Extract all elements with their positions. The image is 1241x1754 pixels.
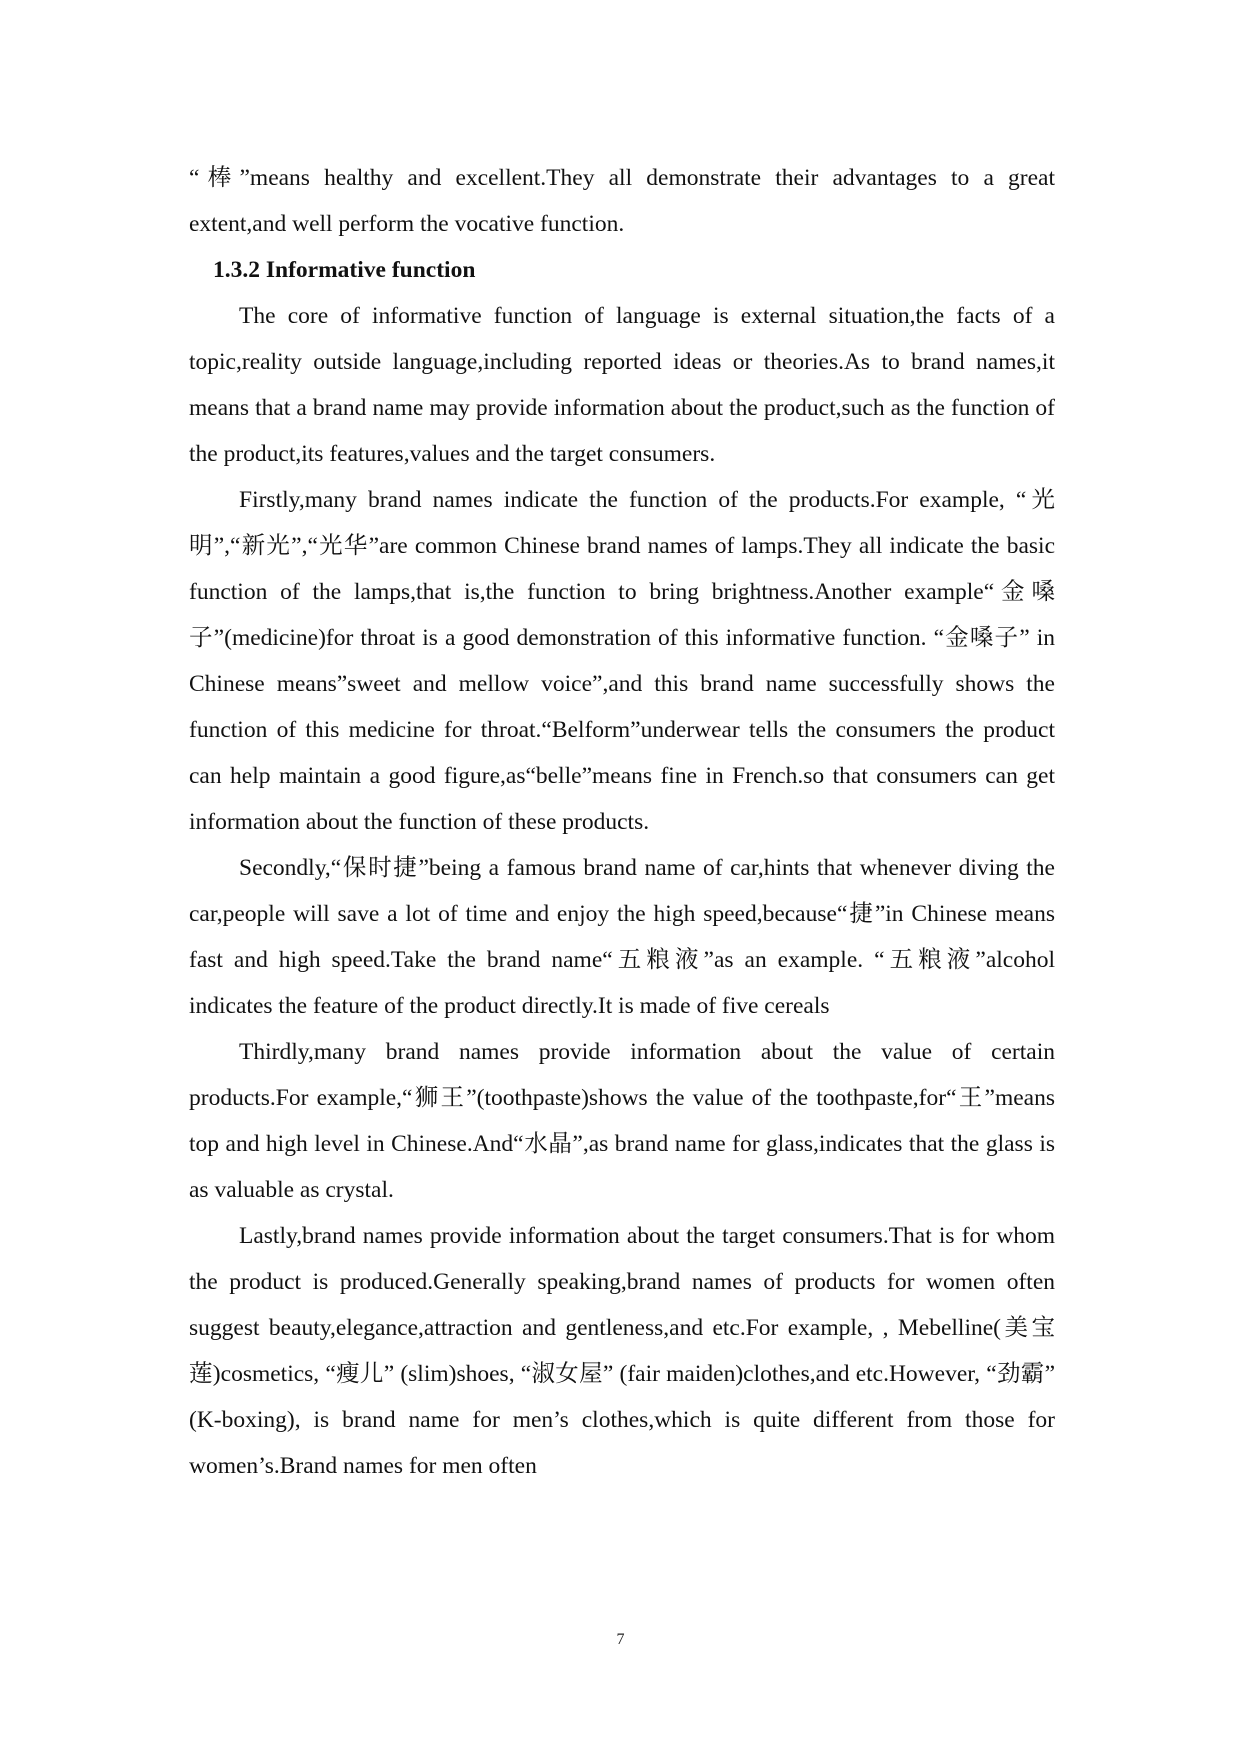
continued-paragraph: “棒”means healthy and excellent.They all demonstrate their advantages to a great extent,and well perform the vocative function. — [189, 165, 1055, 237]
page-number: 7 — [616, 1631, 625, 1648]
paragraph-firstly: Firstly,many brand names indicate the function of the products.For example, “光明”,“新光”,“光华”are common Chinese brand names of lamps.They all indicate the basic function of the lamps,that is,the function to bring brightness.Another example“金嗓子”(medicine)for throat is a good demonstration of this informative function. “金嗓子” in Chinese means”sweet and mellow voice”,and this brand name successfully shows the function of this medicine for throat.“Belform”underwear tells the consumers the product can help maintain a good figure,as“belle”means fine in French.so that consumers can get information about the function of these products. — [189, 487, 1055, 835]
paragraph-lastly: Lastly,brand names provide information about the target consumers.That is for whom the product is produced.Generally speaking,brand names of products for women often suggest beauty,elegance,attraction and gentleness,and etc.For example, , Mebelline(美宝莲)cosmetics, “瘦儿” (slim)shoes, “淑女屋” (fair maiden)clothes,and etc.However, “劲霸” (K-boxing), is brand name for men’s clothes,which is quite different from those for women’s.Brand names for men often — [189, 1223, 1055, 1479]
paragraph-core-informative: The core of informative function of language is external situation,the facts of a topic,reality outside language,including reported ideas or theories.As to brand names,it means that a brand name may provide information about the product,such as the function of the product,its features,values and the target consumers. — [189, 303, 1055, 467]
paragraph-secondly: Secondly,“保时捷”being a famous brand name of car,hints that whenever diving the car,people will save a lot of time and enjoy the high speed,because“捷”in Chinese means fast and high speed.Take the brand name“五粮液”as an example. “五粮液”alcohol indicates the feature of the product directly.It is made of five cereals — [189, 855, 1055, 1019]
page-body — [189, 155, 1055, 1489]
section-heading: 1.3.2 Informative function — [213, 257, 476, 283]
paragraph-thirdly: Thirdly,many brand names provide information about the value of certain products.For example,“狮王”(toothpaste)shows the value of the toothpaste,for“王”means top and high level in Chinese.And“水晶”,as brand name for glass,indicates that the glass is as valuable as crystal. — [189, 1039, 1055, 1203]
